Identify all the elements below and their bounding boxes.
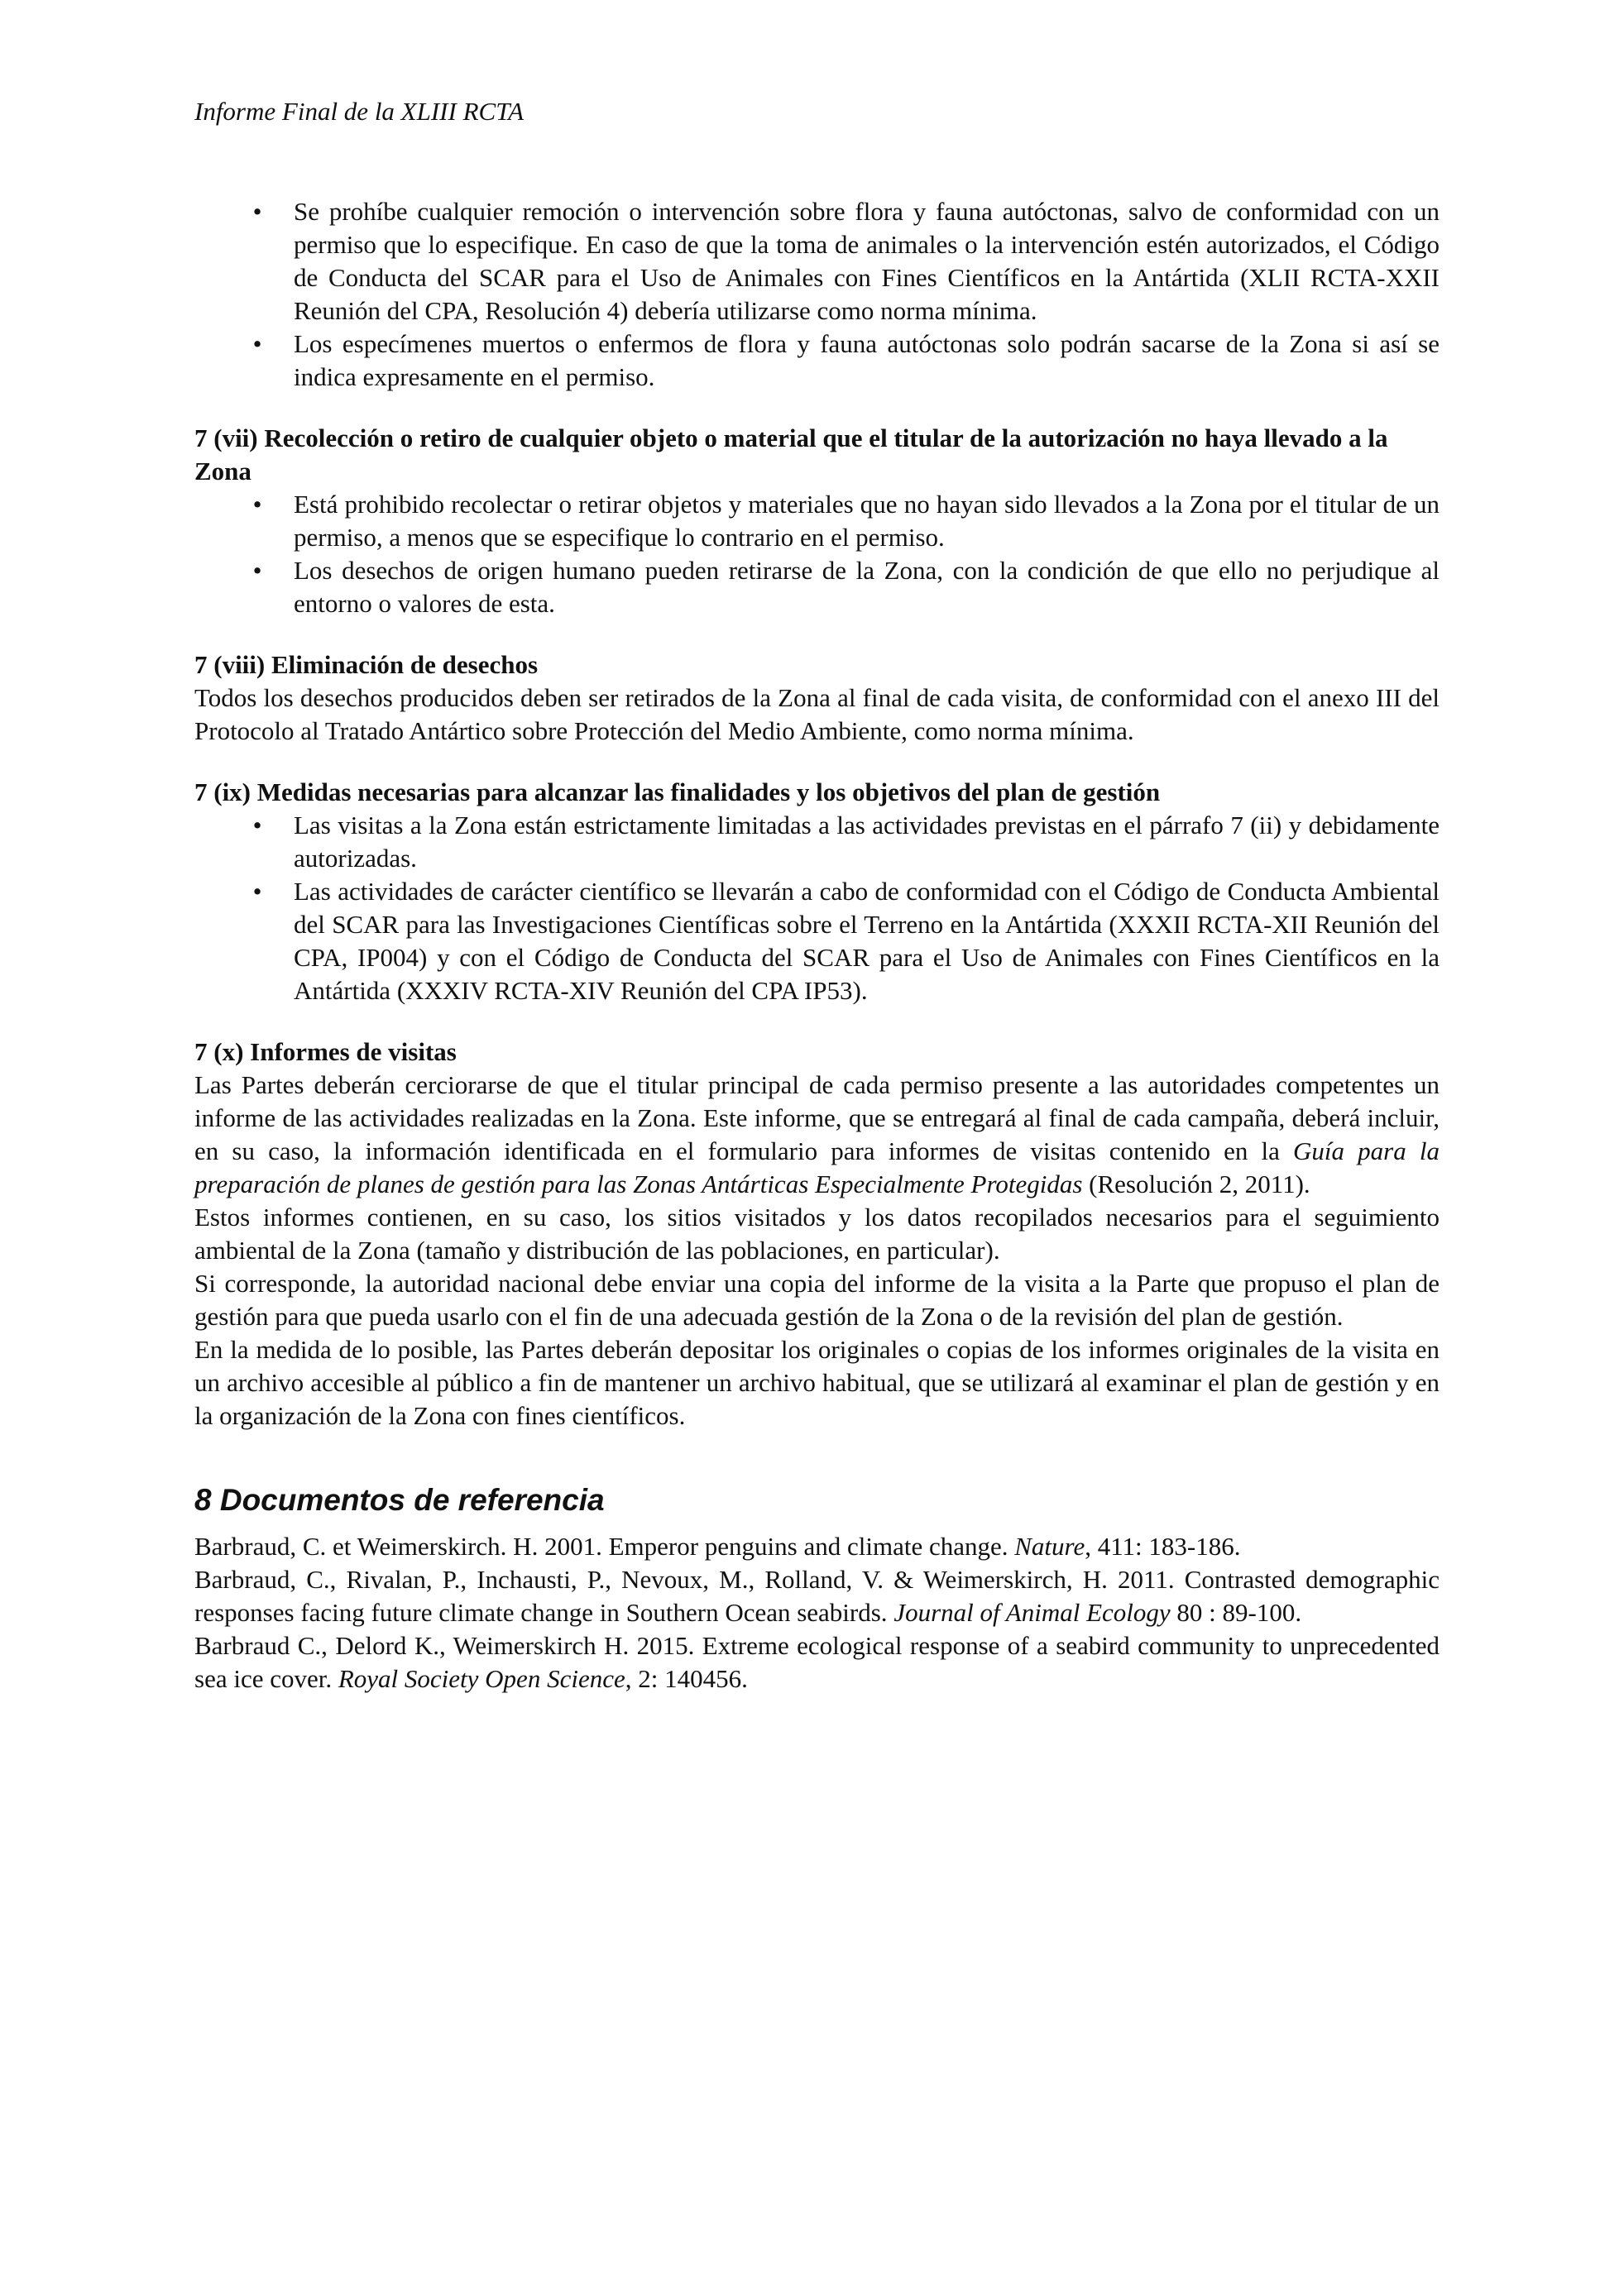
paragraph: En la medida de lo posible, las Partes deberán depositar los originales o copias de los informes originales de la visita en un archivo accesible al público a fin de mantener un archivo habitual, que se utilizará al examinar el plan de gestión y en la organización de la Zona con fines científicos. bbox=[194, 1335, 1440, 1430]
section-viii-heading: 7 (viii) Eliminación de desechos bbox=[194, 650, 539, 679]
running-header: Informe Final de la XLIII RCTA bbox=[194, 97, 525, 126]
list-item bbox=[194, 809, 1440, 875]
list-item bbox=[194, 328, 1440, 394]
paragraph: Estos informes contienen, en su caso, los sitios visitados y los datos recopilados necesarios para el seguimiento ambiental de la Zona (tamaño y distribución de las poblaciones, en particular). bbox=[194, 1203, 1440, 1265]
reference-text: , 411: 183-186. bbox=[1085, 1532, 1241, 1561]
list-item-text: Está prohibido recolectar o retirar objetos y materiales que no hayan sido llevados a la Zona por el titular de un permiso, a menos que se especifique lo contrario en el permiso. bbox=[294, 490, 1440, 552]
journal-name: Journal of Animal Ecology bbox=[893, 1598, 1171, 1627]
reference-text: Barbraud, C. et Weimerskirch. H. 2001. Emperor penguins and climate change. bbox=[194, 1532, 1015, 1561]
guide-title: Guía para la preparación de planes de gestión para las Zonas Antárticas Especialmente Protegidas bbox=[194, 1136, 1440, 1198]
section-x-paragraphs bbox=[194, 1069, 1440, 1433]
paragraph: Todos los desechos producidos deben ser retirados de la Zona al final de cada visita, de conformidad con el anexo III del Protocolo al Tratado Antártico sobre Protección del Medio Ambiente, como norma mínima. bbox=[194, 683, 1440, 745]
bullet-marker: • bbox=[252, 197, 262, 226]
reference-text: Barbraud C., Delord K., Weimerskirch H. 2015. Extreme ecological response of a seabird community to unprecedented sea ice cover. bbox=[194, 1631, 1440, 1693]
reference-item bbox=[194, 1530, 1440, 1563]
list-item-text: Las actividades de carácter científico se llevarán a cabo de conformidad con el Código de Conducta Ambiental del SCAR para las Investigaciones Científicas sobre el Terreno en la Antártida (XXXII RCTA-XII Reunión del CPA, IP004) y con el Código de Conducta del SCAR para el Uso de Animales con Fines Científicos en la Antártida (XXXIV RCTA-XIV Reunión del CPA IP53). bbox=[294, 877, 1440, 1005]
list-item-text: Los especímenes muertos o enfermos de flora y fauna autóctonas solo podrán sacarse de la Zona si así se indica expresamente en el permiso. bbox=[294, 329, 1440, 391]
section-viii-paragraph bbox=[194, 682, 1440, 748]
list-item bbox=[194, 554, 1440, 620]
reference-item bbox=[194, 1563, 1440, 1629]
bullet-marker: • bbox=[252, 811, 262, 839]
paragraph bbox=[194, 1069, 1440, 1201]
list-item-text: Las visitas a la Zona están estrictamente limitadas a las actividades previstas en el párrafo 7 (ii) y debidamente autorizadas. bbox=[294, 811, 1440, 873]
bullet-marker: • bbox=[252, 329, 262, 358]
document-body bbox=[194, 195, 1440, 1696]
reference-item bbox=[194, 1629, 1440, 1696]
section-vii-heading: 7 (vii) Recolección o retiro de cualquier objeto o material que el titular de la autorización no haya llevado a la Zona bbox=[194, 423, 1388, 486]
reference-text: , 2: 140456. bbox=[625, 1664, 748, 1693]
paragraph-text: (Resolución 2, 2011). bbox=[1082, 1170, 1310, 1198]
list-item-text: Los desechos de origen humano pueden retirarse de la Zona, con la condición de que ello no perjudique al entorno o valores de esta. bbox=[294, 556, 1440, 618]
list-item bbox=[194, 875, 1440, 1007]
section-vii-bullet-list bbox=[194, 488, 1440, 620]
list-item-text: Se prohíbe cualquier remoción o intervención sobre flora y fauna autóctonas, salvo de conformidad con un permiso que lo especifique. En caso de que la toma de animales o la intervención estén autorizados, el Código de Conducta del SCAR para el Uso de Animales con Fines Científicos en la Antártida (XLII RCTA-XXII Reunión del CPA, Resolución 4) debería utilizarse como norma mínima. bbox=[294, 197, 1440, 325]
list-item bbox=[194, 195, 1440, 328]
reference-list bbox=[194, 1530, 1440, 1696]
bullet-marker: • bbox=[252, 556, 262, 585]
paragraph-text: Las Partes deberán cerciorarse de que el titular principal de cada permiso presente a las autoridades competentes un informe de las actividades realizadas en la Zona. Este informe, que se entregará al final de cada campaña, deberá incluir, en su caso, la información identificada en el formulario para informes de visitas contenido en la bbox=[194, 1070, 1440, 1165]
bullet-marker: • bbox=[252, 490, 262, 519]
bullet-marker: • bbox=[252, 877, 262, 906]
journal-name: Nature bbox=[1014, 1532, 1085, 1561]
section-8-heading: 8 Documentos de referencia bbox=[194, 1483, 605, 1517]
paragraph: Si corresponde, la autoridad nacional debe enviar una copia del informe de la visita a la Parte que propuso el plan de gestión para que pueda usarlo con el fin de una adecuada gestión de la Zona o de la revisión del plan de gestión. bbox=[194, 1269, 1440, 1331]
reference-text: Barbraud, C., Rivalan, P., Inchausti, P., Nevoux, M., Rolland, V. & Weimerskirch, H. 2011. Contrasted demographic responses facing future climate change in Southern Ocean seabirds. bbox=[194, 1565, 1440, 1627]
list-item bbox=[194, 488, 1440, 554]
intro-bullet-list bbox=[194, 195, 1440, 394]
section-x-heading: 7 (x) Informes de visitas bbox=[194, 1037, 457, 1066]
reference-text: 80 : 89-100. bbox=[1170, 1598, 1302, 1627]
journal-name: Royal Society Open Science bbox=[338, 1664, 625, 1693]
section-ix-heading: 7 (ix) Medidas necesarias para alcanzar las finalidades y los objetivos del plan de gestión bbox=[194, 777, 1161, 806]
section-ix-bullet-list bbox=[194, 809, 1440, 1007]
